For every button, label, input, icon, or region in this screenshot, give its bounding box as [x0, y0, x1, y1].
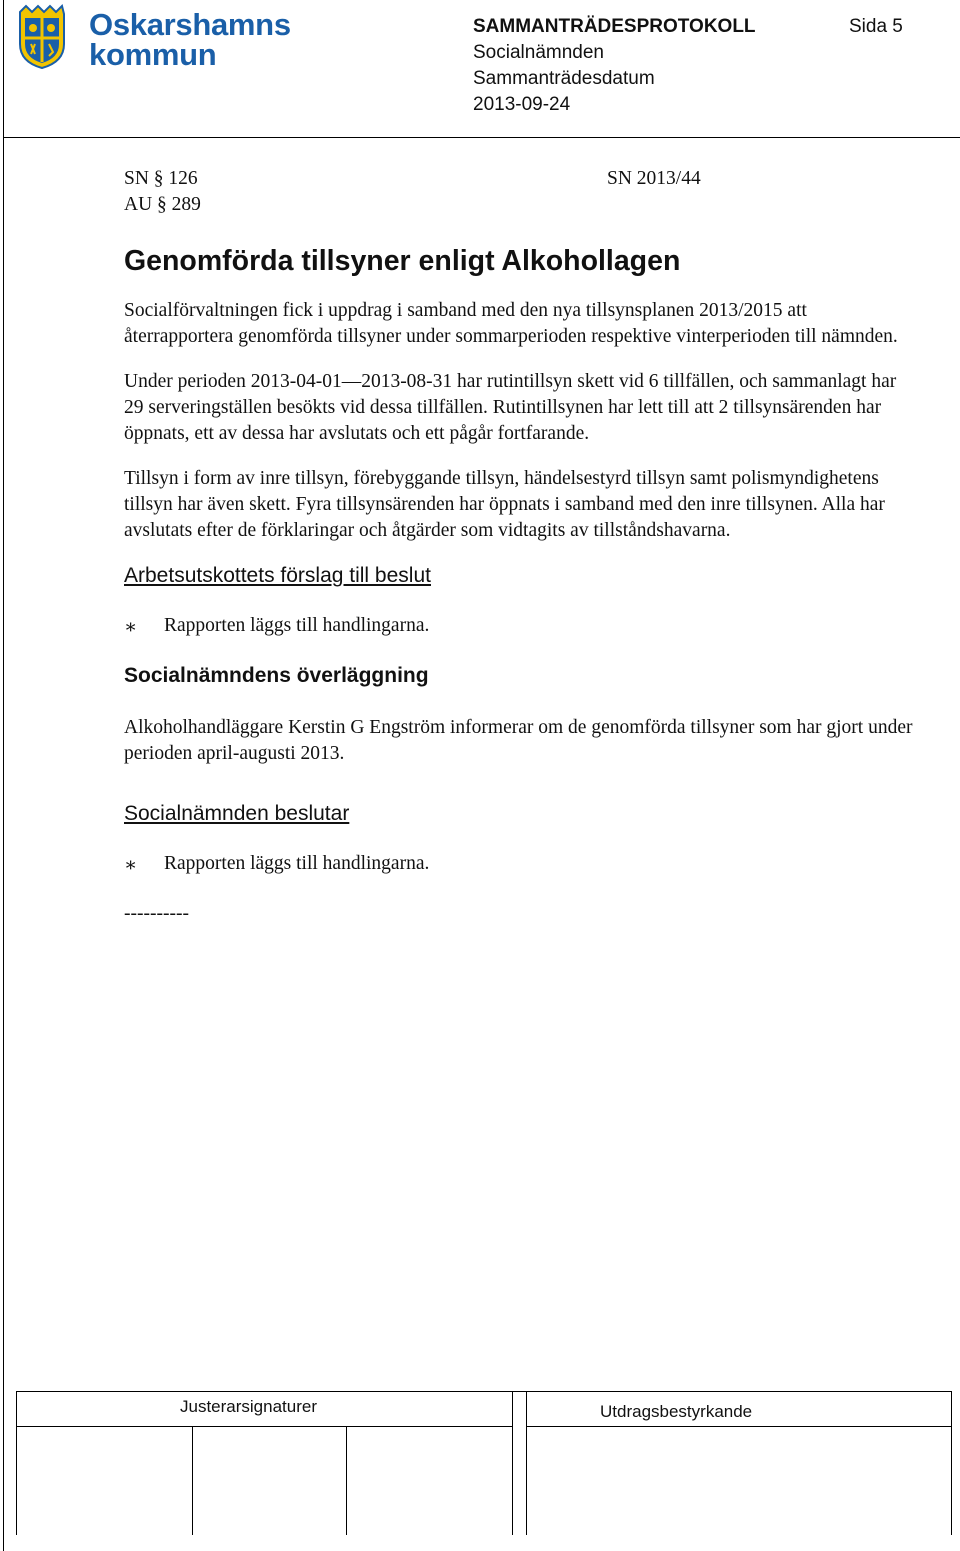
signature-cell-divider — [192, 1426, 193, 1535]
document-header — [473, 14, 756, 118]
deliberation-heading: Socialnämndens överläggning — [124, 664, 429, 687]
decision-item — [124, 851, 914, 877]
body-paragraph: Under perioden 2013-04-01—2013-08-31 har rutintillsyn skett vid 6 tillfällen, och sammanlagt har 29 serveringställen besökts vid dessa tillfällen. Rutintillsynen har lett till att 2 tillsynsärenden har öppnats, ett av dessa har avslutats och ett pågår fortfarande. — [124, 371, 897, 444]
meeting-date: 2013-09-24 — [473, 94, 571, 115]
signature-row-divider — [16, 1426, 512, 1427]
au-proposal-item — [124, 613, 914, 639]
table-border — [951, 1392, 952, 1535]
paragraph-refs — [124, 166, 201, 218]
au-paragraph-ref: AU § 289 — [124, 194, 201, 215]
au-proposal-text: Rapporten läggs till handlingarna. — [164, 615, 430, 636]
municipality-logo — [16, 4, 291, 74]
table-border — [16, 1392, 17, 1535]
body-paragraph: Socialförvaltningen fick i uppdrag i samband med den nya tillsynsplanen 2013/2015 att återrapportera genomförda tillsyner under sommarperioden respektive vinterperioden till nämnden. — [124, 300, 898, 347]
signature-cell-divider — [346, 1426, 347, 1535]
page-left-border — [3, 0, 4, 1551]
deliberation-text: Alkoholhandläggare Kerstin G Engström informerar om de genomförda tillsyner som har gjort under perioden april-augusti 2013. — [124, 717, 913, 764]
case-number: SN 2013/44 — [607, 168, 701, 189]
signatures-label: Justerarsignaturer — [180, 1397, 318, 1416]
logo-text-line2: kommun — [89, 37, 217, 72]
au-proposal-heading: Arbetsutskottets förslag till beslut — [124, 564, 431, 587]
body-paragraph: Tillsyn i form av inre tillsyn, förebyggande tillsyn, händelsestyrd tillsyn samt polismyndighetens tillsyn har även skett. Fyra tillsynsärenden har öppnats i samband med den inre tillsynen. Alla har avslutats efter de förklaringar och åtgärder som vidtagits av tillståndshavarna. — [124, 468, 885, 541]
doc-type: SAMMANTRÄDESPROTOKOLL — [473, 16, 756, 37]
logo-text-line1: Oskarshamns — [89, 7, 291, 42]
extract-label: Utdragsbestyrkande — [600, 1402, 753, 1421]
logo-wordmark — [89, 7, 291, 72]
coat-of-arms-icon — [16, 4, 68, 70]
decision-heading: Socialnämnden beslutar — [124, 802, 350, 825]
signature-table — [16, 1391, 952, 1535]
reference-block — [124, 166, 914, 222]
header-divider — [3, 137, 960, 138]
document-body — [124, 166, 914, 927]
section-separator: ---------- — [124, 903, 189, 924]
page-title: Genomförda tillsyner enligt Alkohollagen — [124, 245, 681, 277]
committee-name: Socialnämnden — [473, 42, 604, 63]
asterisk-icon: ∗ — [124, 617, 138, 638]
date-label: Sammanträdesdatum — [473, 68, 655, 89]
extract-row-divider — [526, 1426, 952, 1427]
page-number: Sida 5 — [849, 16, 903, 37]
signature-cell-divider — [512, 1392, 513, 1535]
sn-paragraph-ref: SN § 126 — [124, 168, 198, 189]
extract-cell-border — [526, 1392, 527, 1535]
asterisk-icon: ∗ — [124, 855, 138, 876]
decision-text: Rapporten läggs till handlingarna. — [164, 853, 430, 874]
